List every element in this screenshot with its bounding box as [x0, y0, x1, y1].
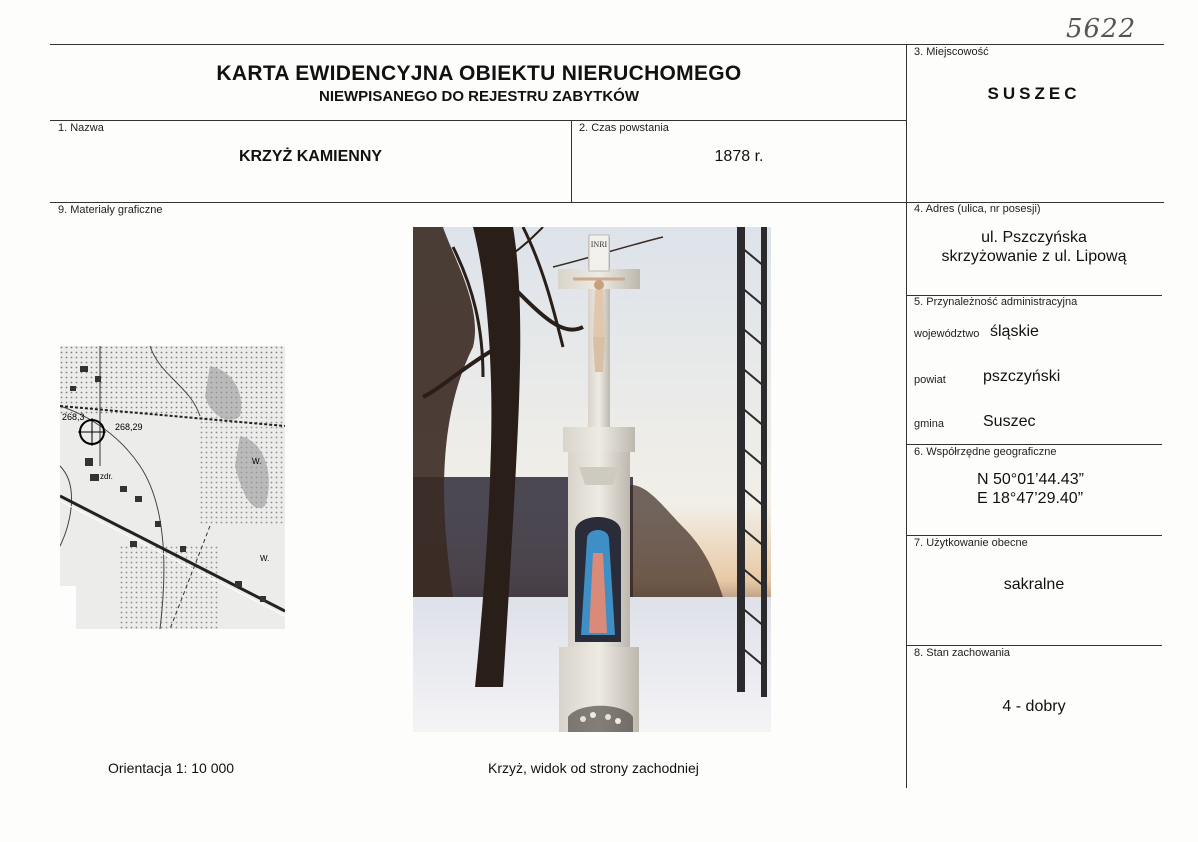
value-powiat: pszczyński	[983, 368, 1061, 385]
value-wojewodztwo: śląskie	[990, 323, 1039, 340]
photo-caption: Krzyż, widok od strony zachodniej	[488, 760, 699, 776]
top-rule	[50, 44, 1164, 45]
field-label-materialy: 9. Materiały graficzne	[58, 204, 163, 216]
value-gmina: Suszec	[983, 413, 1036, 430]
card-subtitle: NIEWPISANEGO DO REJESTRU ZABYTKÓW	[318, 88, 640, 105]
field-label-czas: 2. Czas powstania	[579, 122, 669, 134]
photo-drawing	[413, 227, 771, 732]
cross-inscription: INRI	[590, 240, 608, 249]
map-elevation-1: 268,3	[62, 412, 85, 422]
archive-number: 5622	[1066, 14, 1137, 44]
label-gmina: gmina	[914, 418, 944, 430]
field-value-uzytkowanie: sakralne	[1003, 576, 1065, 593]
field-value-nazwa: KRZYŻ KAMIENNY	[238, 148, 383, 165]
field-value-adres-line1: ul. Pszczyńska	[981, 229, 1087, 246]
field-label-miejscowosc: 3. Miejscowość	[914, 46, 989, 58]
map-label-w2: W.	[260, 554, 270, 563]
field-value-stan: 4 - dobry	[1002, 698, 1066, 715]
map-drawing	[60, 346, 285, 629]
field-label-adres: 4. Adres (ulica, nr posesji)	[914, 203, 1041, 215]
rule-below-title	[50, 120, 906, 121]
monument-photo	[413, 227, 771, 732]
field-label-uzytkowanie: 7. Użytkowanie obecne	[914, 537, 1028, 549]
rule-below-coords	[906, 535, 1162, 536]
map-caption: Orientacja 1: 10 000	[108, 760, 235, 776]
field-value-czas: 1878 r.	[714, 148, 764, 165]
map-label-w1: W.	[252, 457, 262, 466]
field-label-przynaleznosc: 5. Przynależność administracyjna	[914, 296, 1078, 308]
field-label-nazwa: 1. Nazwa	[58, 122, 104, 134]
vertical-divider-right	[906, 44, 907, 788]
field-value-adres-line2: skrzyżowanie z ul. Lipową	[941, 248, 1127, 265]
card-title: KARTA EWIDENCYJNA OBIEKTU NIERUCHOMEGO	[216, 62, 742, 85]
label-powiat: powiat	[914, 374, 946, 386]
label-wojewodztwo: województwo	[914, 328, 980, 340]
field-label-stan: 8. Stan zachowania	[914, 647, 1011, 659]
map-label-zdr: zdr.	[100, 472, 113, 481]
map-elevation-2: 268,29	[115, 422, 143, 432]
coord-e: E 18°47’29.40”	[977, 490, 1084, 507]
field-value-miejscowosc: SUSZEC	[987, 84, 1081, 103]
rule-below-admin	[906, 444, 1162, 445]
field-label-wspolrzedne: 6. Współrzędne geograficzne	[914, 446, 1057, 458]
location-map	[60, 346, 285, 629]
rule-below-usage	[906, 645, 1162, 646]
coord-n: N 50°01’44.43”	[977, 471, 1084, 488]
